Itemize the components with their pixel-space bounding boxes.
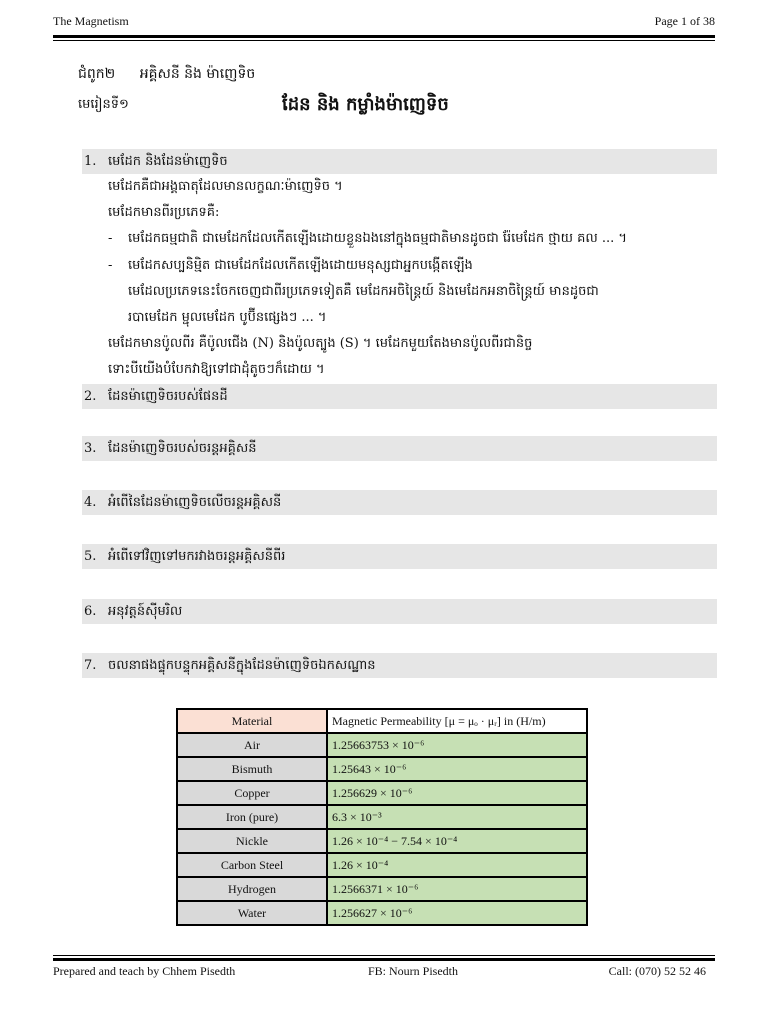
page-number: Page 1 of 38 [654,14,715,28]
footer-author: Prepared and teach by Chhem Pisedth [53,964,236,978]
permeability-table [176,708,588,926]
section-title: អនុវត្តន៍ស៊ីមរិល [108,604,183,619]
section-number: 7. [84,658,97,673]
permeability-cell: 1.2566371 × 10⁻⁶ [327,877,587,901]
footer-rule-thin [53,955,715,956]
body-line: មេដែកគឺជាអង្គធាតុដែលមានលក្ខណៈម៉ាញេទិច ។ [108,179,343,194]
footer-rule-thick [53,958,715,961]
section-heading-2 [82,384,717,409]
footer-facebook: FB: Nourn Pisedth [368,964,459,978]
footer-phone: Call: (070) 52 52 46 [608,964,706,978]
table-row [177,877,587,901]
material-cell: Iron (pure) [177,805,327,829]
section-title: ដែនម៉ាញេទិចរបស់ចរន្តអគ្គិសនី [108,441,257,456]
section-title: ដែនម៉ាញេទិចរបស់ផែនដី [108,389,228,404]
permeability-cell: 1.256627 × 10⁻⁶ [327,901,587,925]
body-line: មេដែកមានពីរប្រភេទគឺ: [108,205,220,220]
header-material: Material [177,709,327,733]
table-row [177,805,587,829]
section-number: 3. [84,441,97,456]
table-row [177,757,587,781]
permeability-cell: 1.26 × 10⁻⁴ [327,853,587,877]
section-title: អំពើនៃដែនម៉ាញេទិចលើចរន្តអគ្គិសនី [108,495,282,510]
lesson-label: មេរៀនទី១ [78,97,129,112]
material-cell: Water [177,901,327,925]
lesson-title: ដែន និង កម្លាំងម៉ាញេទិច [282,94,449,115]
page-header [53,12,715,32]
section-heading-3 [82,436,717,461]
chapter-label: ជំពូក២ [78,66,116,82]
section-number: 5. [84,549,97,564]
body-line: មេដែកសប្បនិម្មិត ជាមេដែកដែលកើតឡើងដោយមនុស្សជាអ្នកបង្កើតឡើង [128,258,473,273]
permeability-cell: 6.3 × 10⁻³ [327,805,587,829]
permeability-cell: 1.26 × 10⁻⁴ − 7.54 × 10⁻⁴ [327,829,587,853]
table-header-row [177,709,587,733]
section-title: មេដែក និងដែនម៉ាញេទិច [108,154,228,169]
section-number: 1. [84,154,97,169]
material-cell: Carbon Steel [177,853,327,877]
table-row [177,829,587,853]
chapter-title: អគ្គិសនី និង ម៉ាញេទិច [139,66,256,82]
material-cell: Air [177,733,327,757]
table-row [177,853,587,877]
permeability-cell: 1.25643 × 10⁻⁶ [327,757,587,781]
section-heading-1 [82,149,717,174]
section-number: 6. [84,604,97,619]
section-heading-5 [82,544,717,569]
table-row [177,781,587,805]
section-title: អំពើទៅវិញទៅមករវាងចរន្តអគ្គិសនីពីរ [108,549,286,564]
material-cell: Nickle [177,829,327,853]
header-title: The Magnetism [53,14,129,28]
table-row [177,733,587,757]
section-heading-7 [82,653,717,678]
material-cell: Copper [177,781,327,805]
section-number: 4. [84,495,97,510]
material-cell: Bismuth [177,757,327,781]
section-title: ចលនាផងផ្ទុកបន្ទុកអគ្គិសនីក្នុងដែនម៉ាញេទិចឯកសណ្ឋាន [108,658,376,673]
permeability-cell: 1.256629 × 10⁻⁶ [327,781,587,805]
body-line: មេដែកមានប៉ូលពីរ គឺប៉ូលជើង (N) និងប៉ូលត្បូង (S) ។ មេដែកមួយតែងមានប៉ូលពីរជានិច្ច [108,336,533,351]
body-line: មេដែលប្រភេទនេះចែកចេញជាពីរប្រភេទទៀតគឺ មេដែកអចិន្ត្រៃយ៍ និងមេដែកអនាចិន្ត្រៃយ៍ មានដូចជា [128,284,599,299]
chapter-heading [78,64,275,85]
body-line: ទោះបីយើងបំបែកវាឱ្យទៅជាដុំតូចៗក៏ដោយ ។ [108,362,325,377]
bullet-marker: - [108,231,113,246]
body-line: របាមេដែក ម្ជុលមេដែក បូប៊ីនផ្សេងៗ ... ។ [128,310,327,325]
permeability-cell: 1.25663753 × 10⁻⁶ [327,733,587,757]
material-cell: Hydrogen [177,877,327,901]
section-heading-6 [82,599,717,624]
header-permeability: Magnetic Permeability [μ = μₒ · μᵣ] in (H/m) [327,709,587,733]
header-rule-thin [53,40,715,41]
section-number: 2. [84,389,97,404]
section-heading-4 [82,490,717,515]
table-row [177,901,587,925]
header-rule-thick [53,35,715,38]
bullet-marker: - [108,258,113,273]
body-line: មេដែកធម្មជាតិ ជាមេដែកដែលកើតឡើងដោយខ្លួនឯងនៅក្នុងធម្មជាតិមានដូចជា រ៉ែមេដែក ថ្មាយ គល ... ។ [128,231,627,246]
